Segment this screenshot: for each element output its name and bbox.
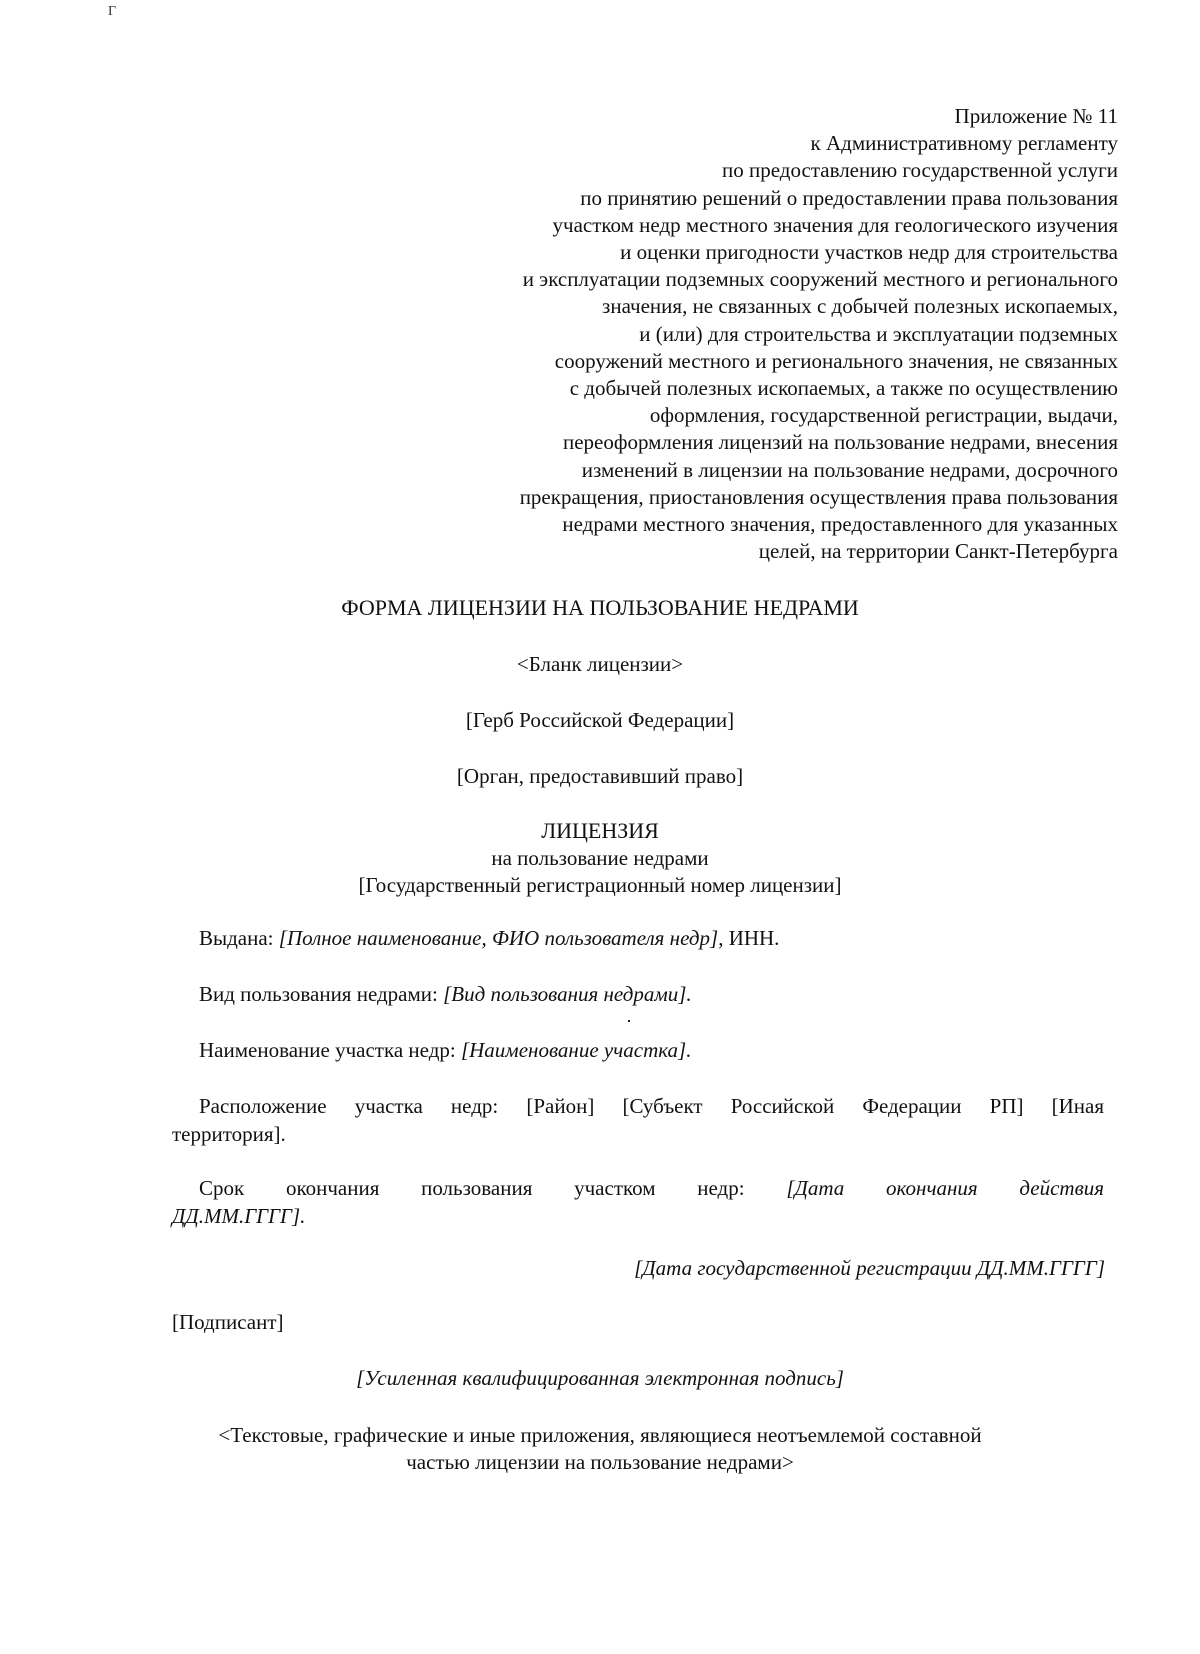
appendix-line: участком недр местного значения для геологического изучения (552, 212, 1118, 237)
appendix-line: по предоставлению государственной услуги (722, 158, 1118, 183)
scan-mark: Г (108, 4, 117, 19)
appendix-header (378, 103, 1118, 565)
site-label: Наименование участка недр: (199, 1038, 461, 1062)
scan-dot (628, 1020, 630, 1022)
electronic-signature: [Усиленная квалифицированная электронная подпись] (356, 1366, 844, 1390)
field-location (172, 1092, 1104, 1148)
field-term (172, 1174, 1104, 1230)
signer-placeholder: [Подписант] (172, 1310, 284, 1334)
attachments-line-2: частью лицензии на пользование недрами> (406, 1450, 794, 1474)
registration-date: [Дата государственной регистрации ДД.ММ.ГГГГ] (634, 1256, 1105, 1280)
appendix-line: и оценки пригодности участков недр для строительства (620, 240, 1118, 265)
attachments-line-1: <Текстовые, графические и иные приложения, являющиеся неотъемлемой составной (218, 1423, 982, 1447)
appendix-line: изменений в лицензии на пользование недрами, досрочного (581, 457, 1118, 482)
appendix-line: переоформления лицензий на пользование недрами, внесения (562, 430, 1118, 455)
appendix-line: по принятию решений о предоставлении права пользования (580, 185, 1118, 210)
appendix-line: и эксплуатации подземных сооружений местного и регионального (522, 267, 1118, 292)
appendix-line: оформления, государственной регистрации, выдачи, (649, 403, 1118, 428)
issued-value: [Полное наименование, ФИО пользователя недр] (278, 926, 719, 950)
appendix-line: недрами местного значения, предоставленного для указанных (562, 512, 1118, 537)
appendix-line: Приложение № 11 (954, 104, 1118, 128)
license-title: ЛИЦЕНЗИЯ (541, 818, 659, 843)
appendix-line: сооружений местного и регионального значения, не связанных (554, 348, 1118, 373)
field-usage (199, 980, 1131, 1008)
appendix-line: к Административному регламенту (810, 131, 1118, 156)
field-issued (199, 924, 1131, 952)
site-value: [Наименование участка]. (460, 1038, 692, 1062)
appendix-line: целей, на территории Санкт-Петербурга (758, 539, 1118, 564)
issued-label: Выдана: (199, 926, 279, 950)
term-label: Срок окончания пользования участком недр: (199, 1176, 787, 1200)
location-line-1: Расположение участка недр: [Район] [Субъект Российской Федерации РП] [Иная (199, 1094, 1104, 1118)
blank-placeholder: <Бланк лицензии> (516, 652, 684, 676)
appendix-line: и (или) для строительства и эксплуатации подземных (639, 321, 1118, 346)
usage-value: [Вид пользования недрами]. (443, 982, 692, 1006)
appendix-line: прекращения, приостановления осуществления права пользования (519, 484, 1118, 509)
form-title: ФОРМА ЛИЦЕНЗИИ НА ПОЛЬЗОВАНИЕ НЕДРАМИ (341, 595, 859, 620)
license-number: [Государственный регистрационный номер лицензии] (358, 873, 842, 897)
usage-label: Вид пользования недрами: (199, 982, 444, 1006)
license-subtitle: на пользование недрами (491, 846, 709, 870)
emblem-placeholder: [Герб Российской Федерации] (465, 708, 735, 732)
field-site-name (199, 1036, 1131, 1064)
attachments-note (150, 1422, 1050, 1476)
appendix-line: с добычей полезных ископаемых, а также по осуществлению (569, 376, 1118, 401)
issued-suffix: , ИНН. (718, 926, 780, 950)
location-line-2: территория]. (172, 1122, 286, 1146)
authority-placeholder: [Орган, предоставивший право] (456, 764, 744, 788)
term-line-1 (172, 1174, 1104, 1202)
term-value-1: [Дата окончания действия (786, 1176, 1104, 1200)
appendix-line: значения, не связанных с добычей полезных ископаемых, (602, 294, 1118, 319)
term-value-2: ДД.ММ.ГГГГ]. (172, 1204, 306, 1228)
